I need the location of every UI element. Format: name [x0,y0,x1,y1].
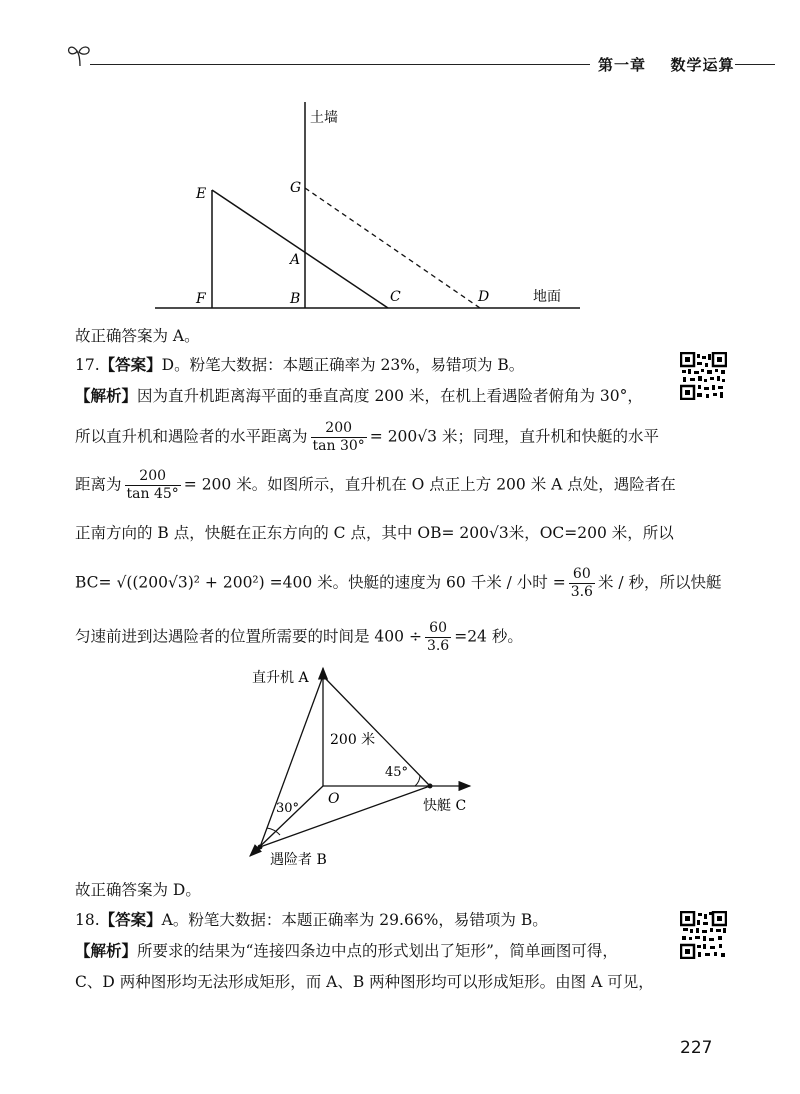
chapter-label: 第一章 [598,56,647,74]
label-angle30: 30° [276,801,300,816]
label-victim: 遇险者 B [270,852,327,868]
q17-line6-pre: 匀速前进到达遇险者的位置所需要的时间是 400 ÷ [75,627,422,646]
line-AC [323,676,430,786]
chapter-header [598,54,735,75]
q17-line2-post: = 200√3 米；同理，直升机和快艇的水平 [369,427,659,446]
label-boat: 快艇 C [423,798,467,814]
point-C [428,784,433,789]
q17-line6-post: =24 秒。 [454,627,523,646]
label-O: O [328,791,340,807]
label-F: F [196,291,206,307]
q18-answer-tag: 【答案】 [99,911,162,929]
q17-number: 17. [75,356,100,374]
q17-line3-post: = 200 米。如图所示，直升机在 O 点正上方 200 米 A 点处，遇险者在 [183,475,676,494]
q17-analysis-line5 [75,566,722,601]
q17-analysis-line3 [75,468,676,503]
q18-analysis-tag: 【解析】 [75,942,138,960]
fraction-60-3.6-a: $\frac{60}{3.6}$ [570,566,593,600]
q18-number: 18. [75,911,100,929]
label-D: D [478,289,490,305]
line-BC [260,786,430,847]
q18-answer [75,910,655,930]
label-E: E [196,186,207,202]
qr-code-18[interactable] [680,911,727,959]
point-A [321,674,326,679]
q17-line5-pre: BC= √((200√3)² + 200²) =400 米。快艇的速度为 60 千米 / 小时 = [75,573,566,592]
fraction-60-3.6-b: $\frac{60}{3.6}$ [426,620,450,654]
label-B: B [290,291,301,307]
q17-line5-post: 米 / 秒，所以快艇 [597,573,722,592]
q18-analysis-line2: C、D 两种图形均无法形成矩形，而 A、B 两种图形均可以形成矩形。由图 A 可见， [75,973,654,991]
qr-code-17[interactable] [680,352,727,400]
q18-answer-text: A。粉笔大数据：本题正确率为 29.66%，易错项为 B。 [161,911,548,929]
line-AB [260,676,323,847]
q17-analysis-tag: 【解析】 [75,387,138,405]
label-wall: 土墙 [310,110,338,126]
label-ground: 地面 [533,289,561,305]
label-G: G [290,180,302,196]
q17-answer-text: D。粉笔大数据：本题正确率为 23%，易错项为 B。 [161,356,525,374]
q17-analysis-line2 [75,420,659,455]
wall-ground-figure [150,100,590,315]
q17-line3-pre: 距离为 [75,475,122,494]
label-C: C [390,289,401,305]
label-angle45: 45° [385,765,409,780]
label-A: A [290,252,301,268]
q16-conclusion: 故正确答案为 A。 [75,327,200,345]
q17-line2-pre: 所以直升机和遇险者的水平距离为 [75,427,308,446]
q17-answer-tag: 【答案】 [99,356,162,374]
fraction-200-tan45: $\frac{200}{\tan 45^\circ}$ [126,468,179,502]
helicopter-figure [240,660,490,870]
q18-analysis-line1 [75,941,655,961]
q17-analysis-line1 [75,386,655,406]
q17-answer [75,355,655,375]
chapter-title: 数学运算 [670,56,735,74]
header-rule [90,64,590,65]
angle-45-arc [415,775,420,786]
q17-line1-text: 因为直升机距离海平面的垂直高度 200 米，在机上看遇险者俯角为 30°， [137,387,643,405]
q18-line1-text: 所要求的结果为“连接四条边中点的形式划出了矩形”，简单画图可得， [137,942,618,960]
label-height: 200 米 [330,732,376,748]
q17-conclusion: 故正确答案为 D。 [75,881,201,899]
fraction-200-tan30: $\frac{200}{\tan 30^\circ}$ [312,420,365,454]
point-B [258,845,263,850]
q17-analysis-line6 [75,620,655,655]
label-helicopter: 直升机 A [252,670,309,686]
q17-analysis-line4: 正南方向的 B 点，快艇在正东方向的 C 点，其中 OB= 200√3米，OC=200 米，所以 [75,524,674,542]
header-rule-right [735,64,775,65]
page-number: 227 [680,1038,713,1058]
